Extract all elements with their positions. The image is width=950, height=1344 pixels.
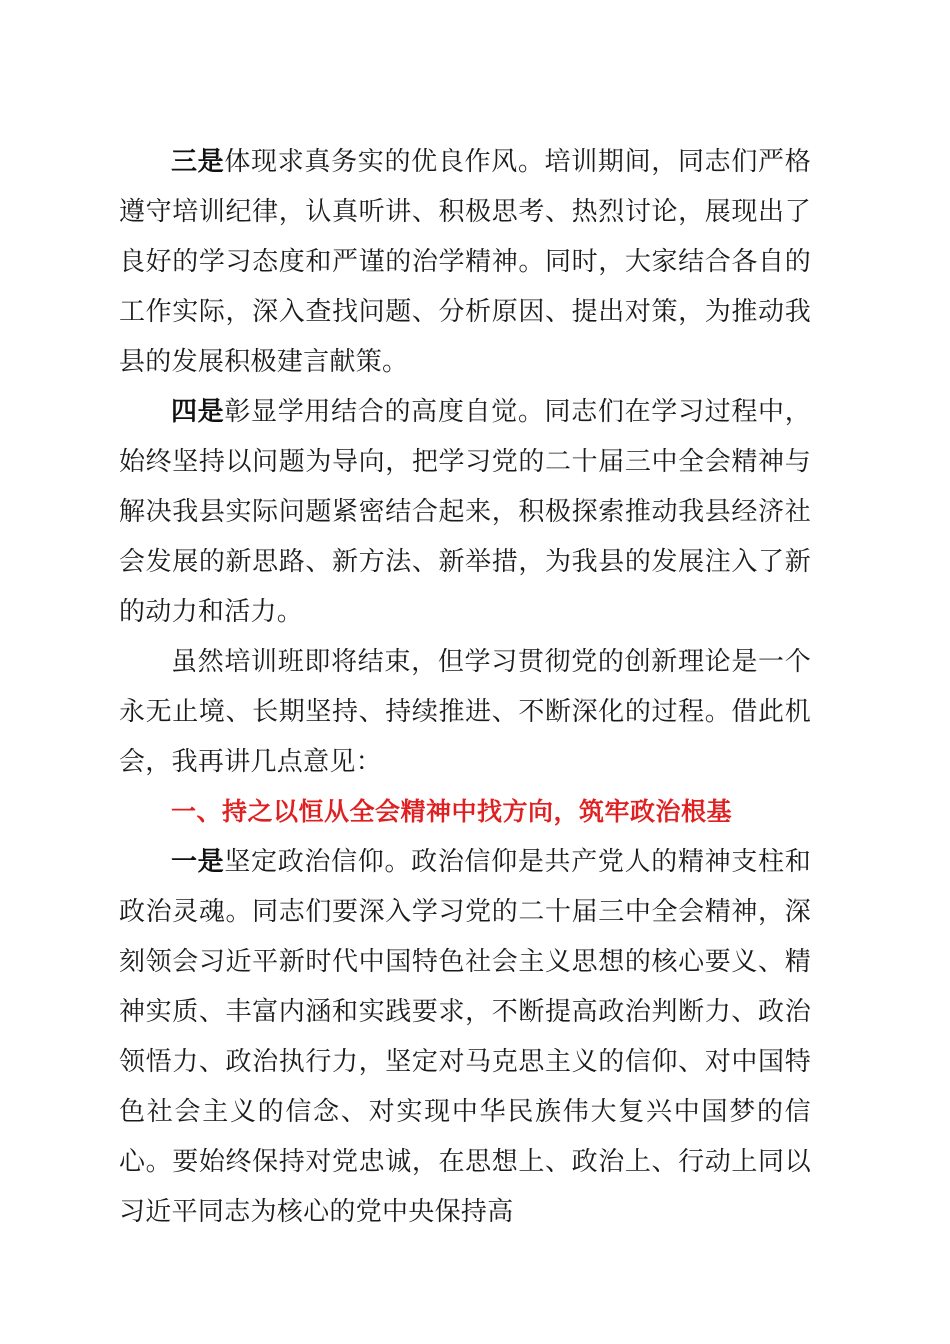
paragraph-section-1-lead: 一是 <box>171 847 225 877</box>
section-heading: 一、持之以恒从全会精神中找方向，筑牢政治根基 <box>171 797 733 826</box>
paragraph-transition <box>119 637 811 787</box>
document-body <box>119 137 811 1237</box>
paragraph-4 <box>119 387 811 637</box>
paragraph-section-1 <box>119 837 811 1237</box>
paragraph-4-text: 彰显学用结合的高度自觉。同志们在学习过程中，始终坚持以问题为导向，把学习党的二十届三中全会精神与解决我县实际问题紧密结合起来，积极探索推动我县经济社会发展的新思路、新方法、新举措，为我县的发展注入了新的动力和活力。 <box>119 397 811 627</box>
paragraph-section-1-text: 坚定政治信仰。政治信仰是共产党人的精神支柱和政治灵魂。同志们要深入学习党的二十届三中全会精神，深刻领会习近平新时代中国特色社会主义思想的核心要义、精神实质、丰富内涵和实践要求，不断提高政治判断力、政治领悟力、政治执行力，坚定对马克思主义的信仰、对中国特色社会主义的信念、对实现中华民族伟大复兴中国梦的信心。要始终保持对党忠诚，在思想上、政治上、行动上同以习近平同志为核心的党中央保持高 <box>119 847 811 1227</box>
paragraph-3-text: 体现求真务实的优良作风。培训期间，同志们严格遵守培训纪律，认真听讲、积极思考、热烈讨论，展现出了良好的学习态度和严谨的治学精神。同时，大家结合各自的工作实际，深入查找问题、分析原因、提出对策，为推动我县的发展积极建言献策。 <box>119 147 811 377</box>
paragraph-3-lead: 三是 <box>171 147 225 177</box>
paragraph-4-lead: 四是 <box>171 397 225 427</box>
paragraph-3 <box>119 137 811 387</box>
paragraph-transition-text: 虽然培训班即将结束，但学习贯彻党的创新理论是一个永无止境、长期坚持、持续推进、不断深化的过程。借此机会，我再讲几点意见： <box>119 647 811 777</box>
